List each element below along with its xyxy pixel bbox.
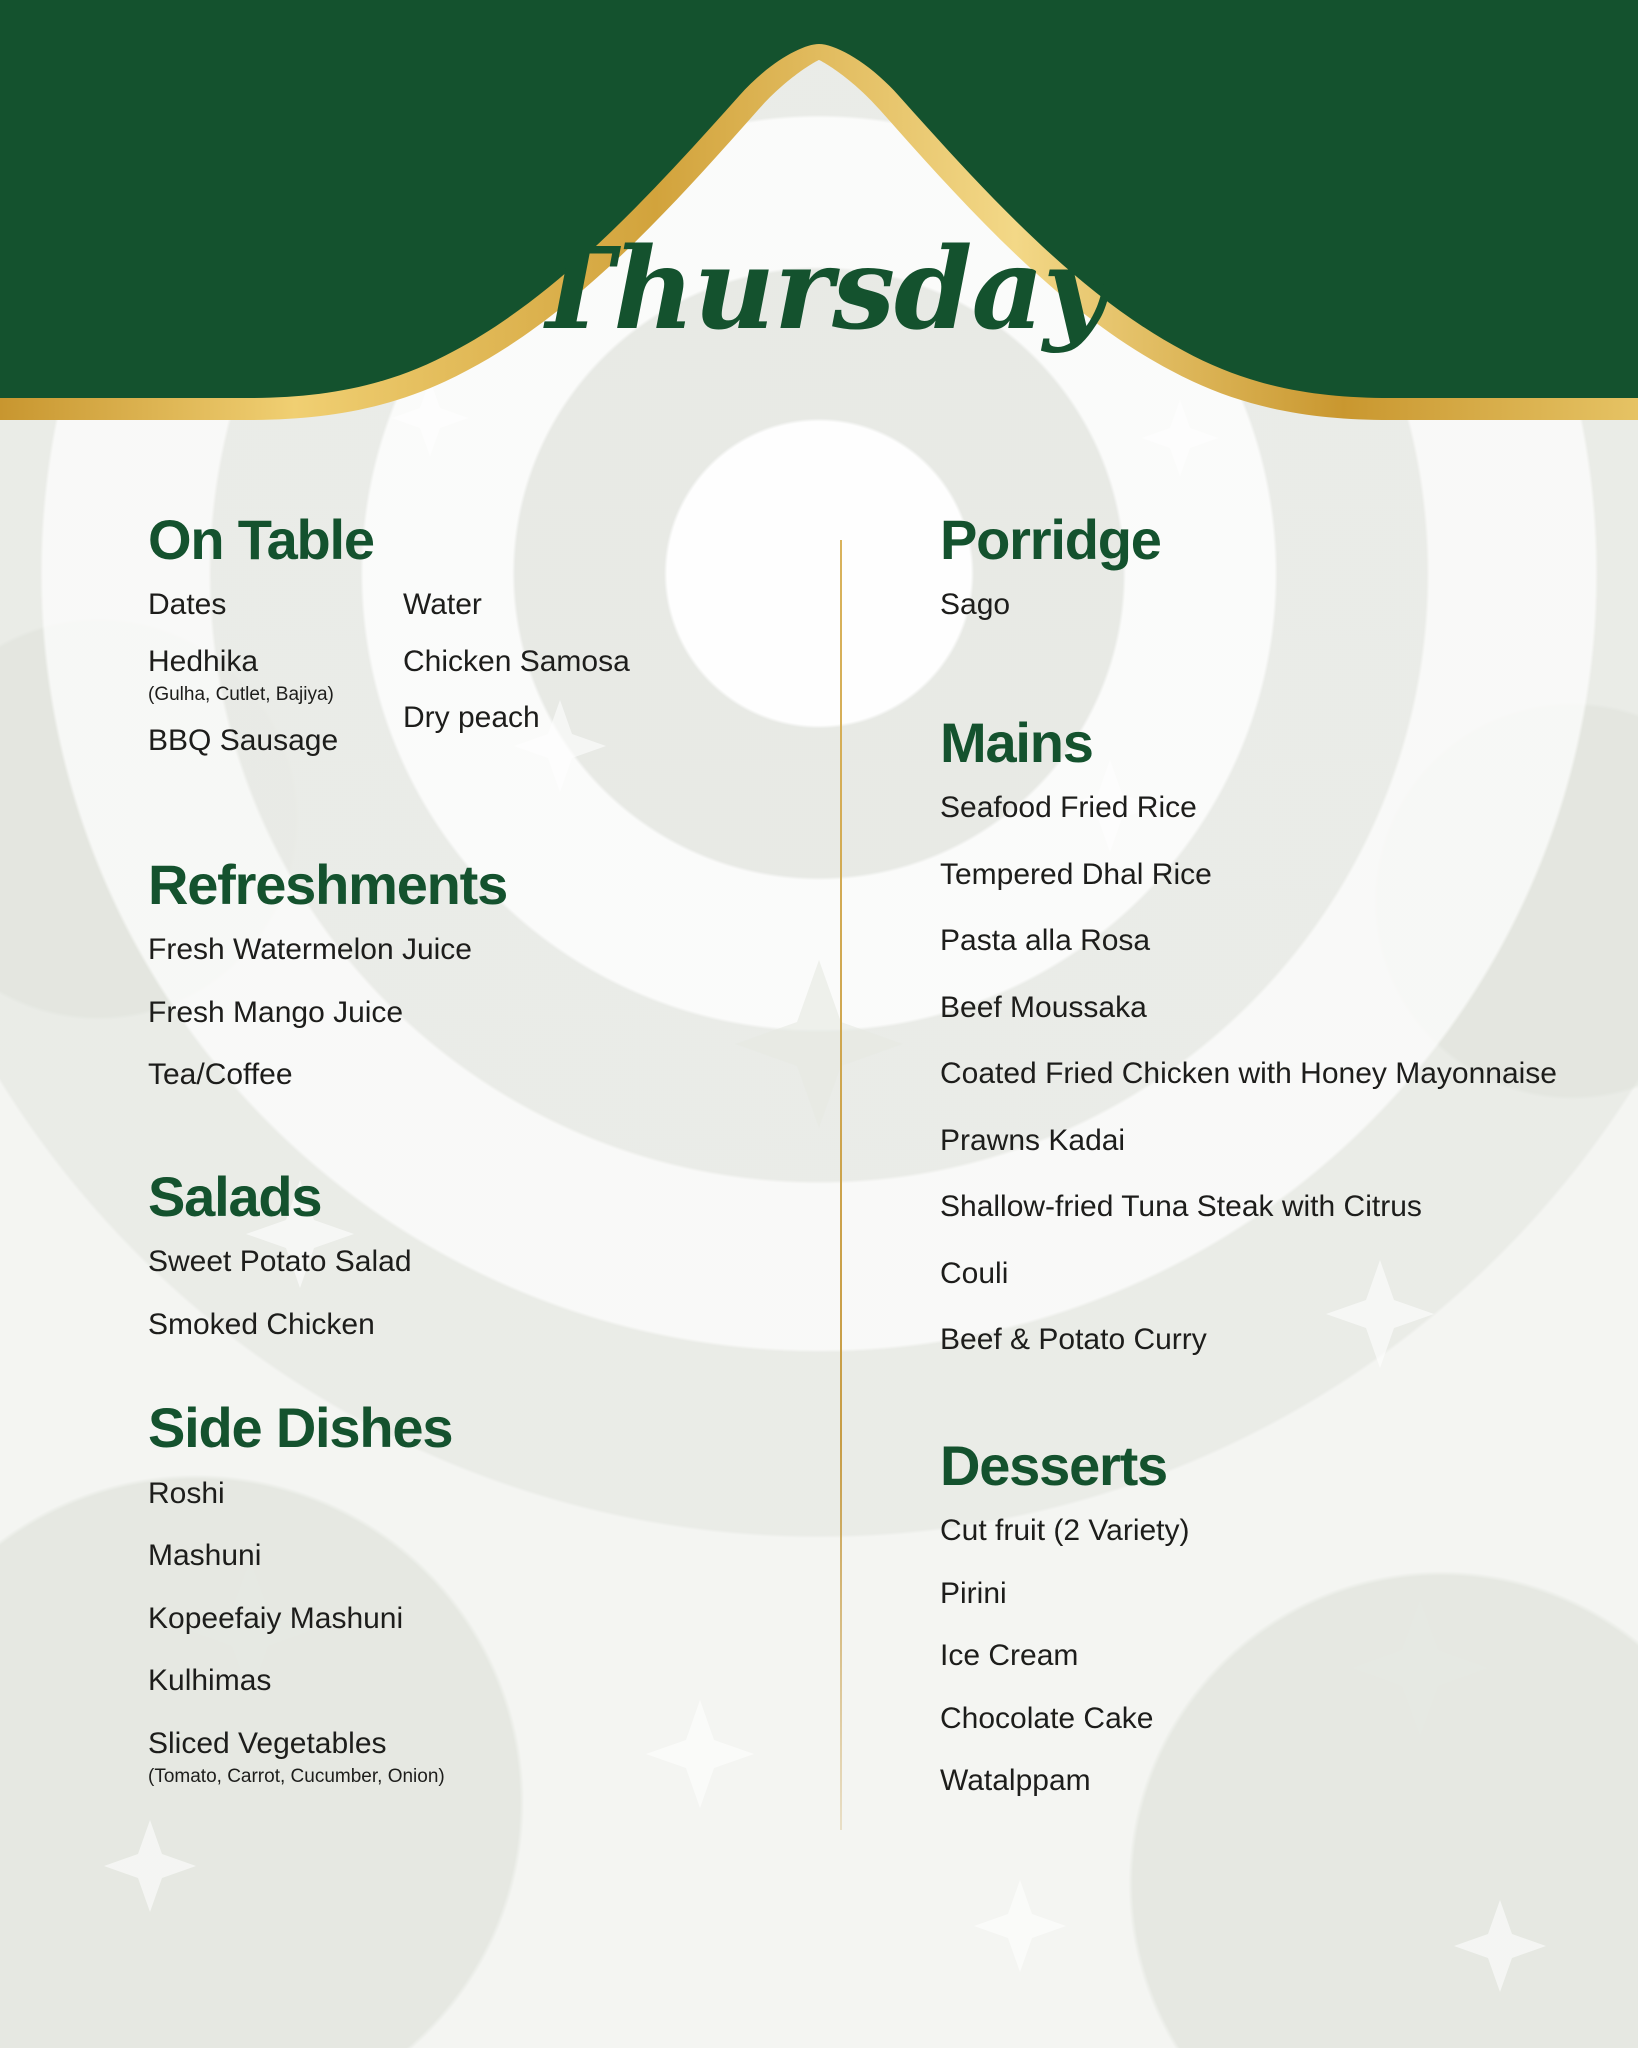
side-dishes-items xyxy=(148,1471,808,1790)
menu-item-name: Dry peach xyxy=(403,701,540,735)
menu-item xyxy=(940,1317,1560,1364)
menu-item xyxy=(940,1184,1560,1231)
menu-item xyxy=(148,1471,808,1518)
section-title-porridge: Porridge xyxy=(940,508,1161,571)
menu-item-name: Chocolate Cake xyxy=(940,1701,1154,1735)
menu-item xyxy=(940,1633,1560,1680)
menu-item xyxy=(148,927,808,974)
on-table-items-column-b xyxy=(403,582,723,774)
spacer xyxy=(940,1384,1560,1436)
header-arch-band xyxy=(0,0,1638,440)
menu-item-name: Tempered Dhal Rice xyxy=(940,857,1212,891)
menu-item-name: Pasta alla Rosa xyxy=(940,924,1151,958)
menu-item xyxy=(940,1118,1560,1165)
section-title-on-table: On Table xyxy=(148,508,374,571)
spacer xyxy=(148,781,808,855)
menu-item xyxy=(940,1696,1560,1743)
menu-item xyxy=(148,1533,808,1580)
menu-item xyxy=(403,639,723,686)
menu-item xyxy=(403,695,723,742)
menu-item-name: Seafood Fried Rice xyxy=(940,791,1197,825)
menu-item xyxy=(148,1302,808,1349)
section-side-dishes xyxy=(148,1398,808,1790)
on-table-items-column-a xyxy=(148,582,403,774)
menu-item-name: Smoked Chicken xyxy=(148,1307,375,1341)
porridge-items xyxy=(940,582,1560,629)
menu-item xyxy=(940,1508,1560,1555)
menu-item-name: Sweet Potato Salad xyxy=(148,1245,412,1279)
section-mains xyxy=(940,710,1560,1364)
menu-content xyxy=(0,510,1638,2048)
menu-item xyxy=(940,1251,1560,1298)
menu-item xyxy=(148,990,808,1037)
menu-item-name: Ice Cream xyxy=(940,1639,1079,1673)
menu-item-name: Tea/Coffee xyxy=(148,1058,293,1092)
menu-item xyxy=(940,1051,1560,1098)
menu-item xyxy=(148,1658,808,1705)
menu-item xyxy=(940,852,1560,899)
menu-item-sub: (Tomato, Carrot, Cucumber, Onion) xyxy=(148,1766,445,1788)
menu-item xyxy=(940,582,1560,629)
menu-item-name: Sliced Vegetables xyxy=(148,1726,387,1760)
salads-items xyxy=(148,1239,808,1348)
section-title-mains: Mains xyxy=(940,710,1093,774)
menu-item xyxy=(940,985,1560,1032)
menu-item xyxy=(148,1596,808,1643)
menu-item-name: BBQ Sausage xyxy=(148,724,339,758)
menu-item xyxy=(148,1052,808,1099)
section-on-table xyxy=(148,510,808,775)
menu-item-name: Chicken Samosa xyxy=(403,644,630,678)
menu-item-name: Sago xyxy=(940,588,1011,622)
menu-item-name: Hedhika xyxy=(148,644,259,678)
menu-item-name: Fresh Mango Juice xyxy=(148,995,404,1029)
menu-item-name: Fresh Watermelon Juice xyxy=(148,933,472,967)
menu-item-name: Water xyxy=(403,588,482,622)
menu-item xyxy=(940,1758,1560,1805)
spacer xyxy=(148,1364,808,1398)
section-title-side-dishes: Side Dishes xyxy=(148,1396,453,1460)
menu-item xyxy=(148,1721,808,1790)
menu-item-name: Shallow-fried Tuna Steak with Citrus xyxy=(940,1190,1422,1224)
refreshments-items xyxy=(148,927,808,1099)
menu-item xyxy=(148,718,403,765)
section-title-desserts: Desserts xyxy=(940,1433,1168,1497)
menu-item-name: Beef Moussaka xyxy=(940,990,1147,1024)
menu-item-name: Beef & Potato Curry xyxy=(940,1323,1207,1357)
menu-item xyxy=(940,1571,1560,1618)
section-porridge xyxy=(940,510,1560,629)
desserts-items xyxy=(940,1508,1560,1805)
menu-item-name: Roshi xyxy=(148,1476,225,1510)
section-desserts xyxy=(940,1433,1560,1805)
menu-item-name: Kopeefaiy Mashuni xyxy=(148,1601,404,1635)
section-salads xyxy=(148,1164,808,1348)
page-title: Thursday xyxy=(530,224,1108,355)
menu-item xyxy=(148,1239,808,1286)
menu-item-name: Mashuni xyxy=(148,1539,262,1573)
menu-item-name: Coated Fried Chicken with Honey Mayonnaise xyxy=(940,1057,1557,1091)
menu-item-name: Watalppam xyxy=(940,1764,1091,1798)
column-divider xyxy=(840,540,842,1830)
menu-item xyxy=(148,582,403,629)
menu-item xyxy=(940,918,1560,965)
menu-item-name: Couli xyxy=(940,1256,1009,1290)
menu-item-name: Prawns Kadai xyxy=(940,1123,1126,1157)
spacer xyxy=(940,639,1560,713)
menu-item-name: Cut fruit (2 Variety) xyxy=(940,1514,1190,1548)
spacer xyxy=(148,1115,808,1167)
right-column xyxy=(940,510,1560,1821)
menu-item-name: Pirini xyxy=(940,1576,1007,1610)
on-table-items xyxy=(148,582,808,774)
menu-item-sub: (Gulha, Cutlet, Bajiya) xyxy=(148,684,334,706)
menu-item xyxy=(940,785,1560,832)
section-refreshments xyxy=(148,852,808,1099)
left-column xyxy=(148,510,808,1806)
section-title-salads: Salads xyxy=(148,1164,322,1228)
menu-item xyxy=(148,639,403,708)
menu-item xyxy=(403,582,723,629)
section-title-refreshments: Refreshments xyxy=(148,852,508,916)
menu-item-name: Dates xyxy=(148,588,227,622)
menu-item-name: Kulhimas xyxy=(148,1664,272,1698)
mains-items xyxy=(940,785,1560,1364)
